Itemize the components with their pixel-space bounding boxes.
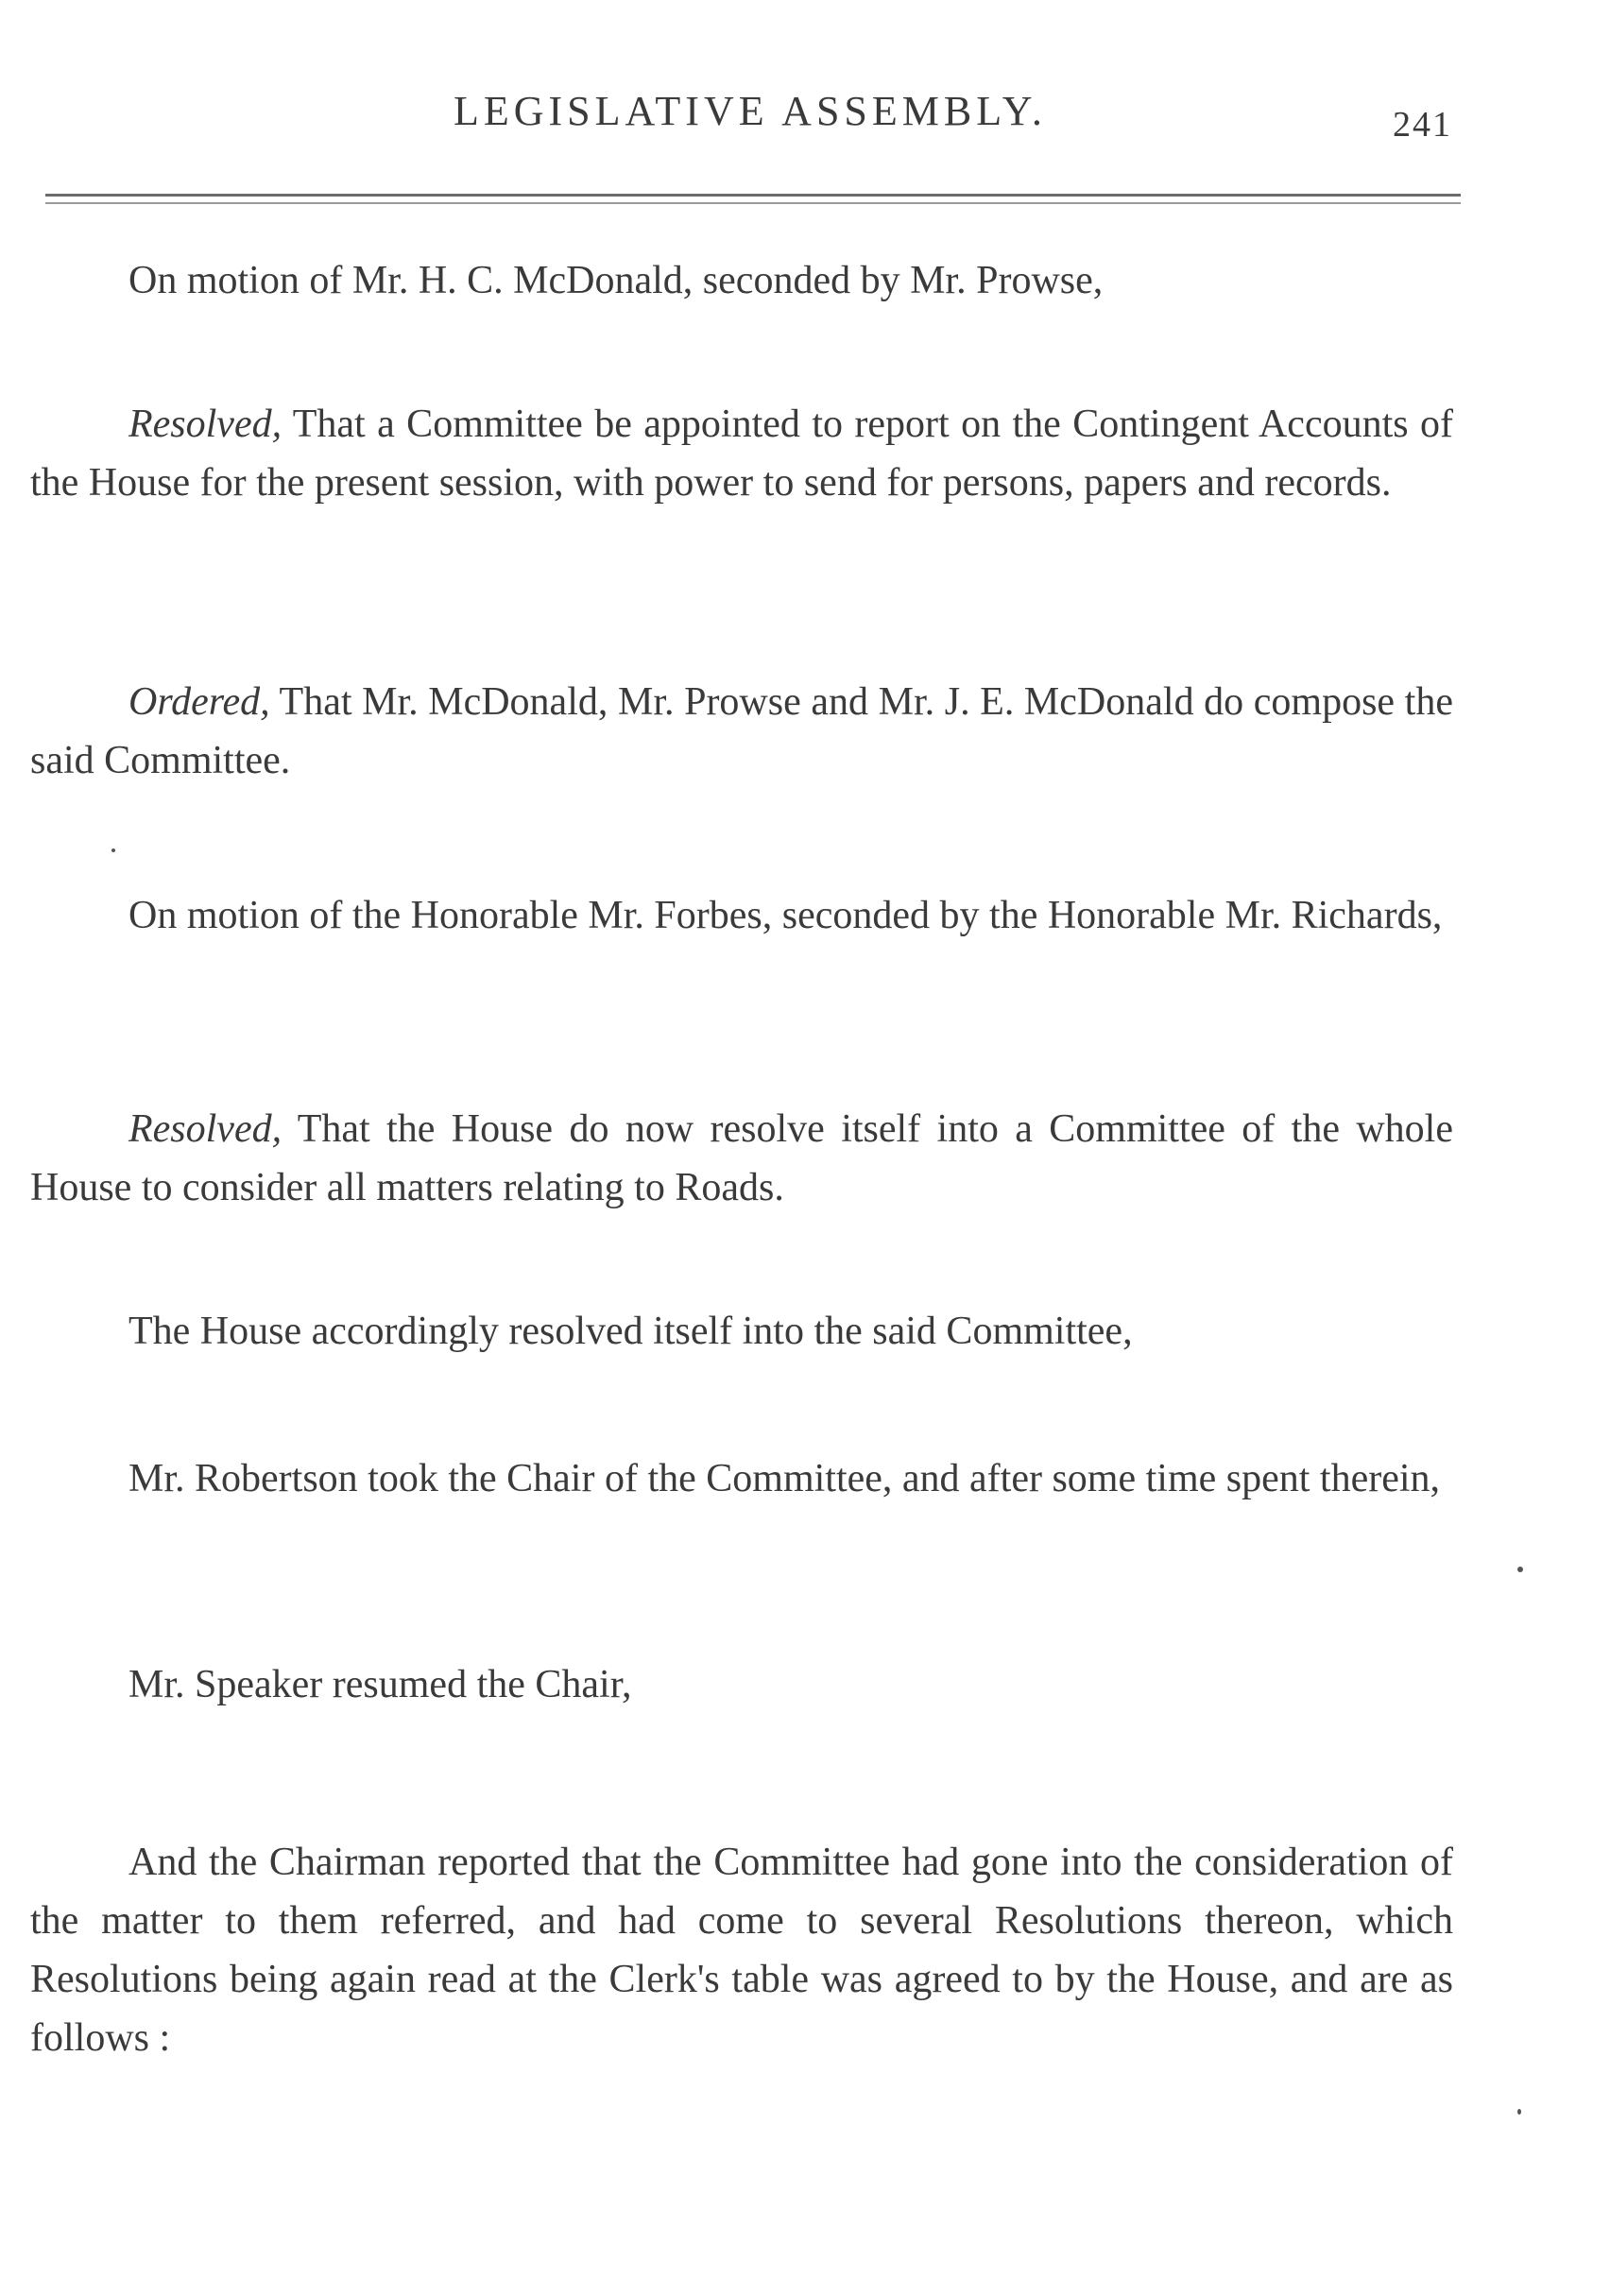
paragraph-text: That the House do now resolve itself into a Committee of the whole House to consider all matters relating to Roads. xyxy=(30,1107,1453,1209)
header-rule-bottom xyxy=(45,202,1461,204)
paragraph-text: And the Chairman reported that the Committee had gone into the consideration of the matter to them referred, and had come to several Resolutions thereon, which Resolutions being again read at the Clerk's table was agreed to by the House, and are as follows : xyxy=(30,1841,1453,2060)
print-speck xyxy=(1517,1567,1523,1572)
paragraph-robertson-chair xyxy=(30,1449,1453,1508)
paragraph-resolved-roads xyxy=(30,1100,1453,1217)
paragraph-text: The House accordingly resolved itself into the said Committee, xyxy=(128,1310,1133,1353)
running-title: LEGISLATIVE ASSEMBLY. xyxy=(454,88,1047,134)
page-header xyxy=(0,87,1610,144)
paragraph-text: That Mr. McDonald, Mr. Prowse and Mr. J. E. McDonald do compose the said Committee. xyxy=(30,680,1453,782)
print-speck xyxy=(1517,2109,1521,2115)
paragraph-lead: Ordered, xyxy=(128,680,270,724)
paragraph-text: Mr. Robertson took the Chair of the Committee, and after some time spent therein, xyxy=(128,1457,1441,1500)
paragraph-lead: Resolved, xyxy=(128,403,283,446)
paragraph-text: That a Committee be appointed to report on the Contingent Accounts of the House for the present session, with power to send for persons, papers and records. xyxy=(30,403,1453,505)
paragraph-ordered-committee xyxy=(30,673,1453,790)
paragraph-chairman-reported xyxy=(30,1833,1453,2067)
paragraph-resolved-committee xyxy=(30,395,1453,512)
header-rule-top xyxy=(45,194,1461,197)
paragraph-house-resolved xyxy=(30,1302,1453,1361)
paragraph-motion-mcdonald xyxy=(30,251,1453,310)
paragraph-lead: Resolved, xyxy=(128,1107,283,1151)
paragraph-text: Mr. Speaker resumed the Chair, xyxy=(128,1663,632,1706)
paragraph-motion-forbes xyxy=(30,886,1453,945)
paragraph-text: On motion of Mr. H. C. McDonald, seconded by Mr. Prowse, xyxy=(128,259,1104,302)
paragraph-speaker-resumed xyxy=(30,1655,1453,1714)
print-speck xyxy=(111,848,115,852)
page-number: 241 xyxy=(1393,105,1452,145)
paragraph-text: On motion of the Honorable Mr. Forbes, seconded by the Honorable Mr. Richards, xyxy=(128,894,1443,937)
